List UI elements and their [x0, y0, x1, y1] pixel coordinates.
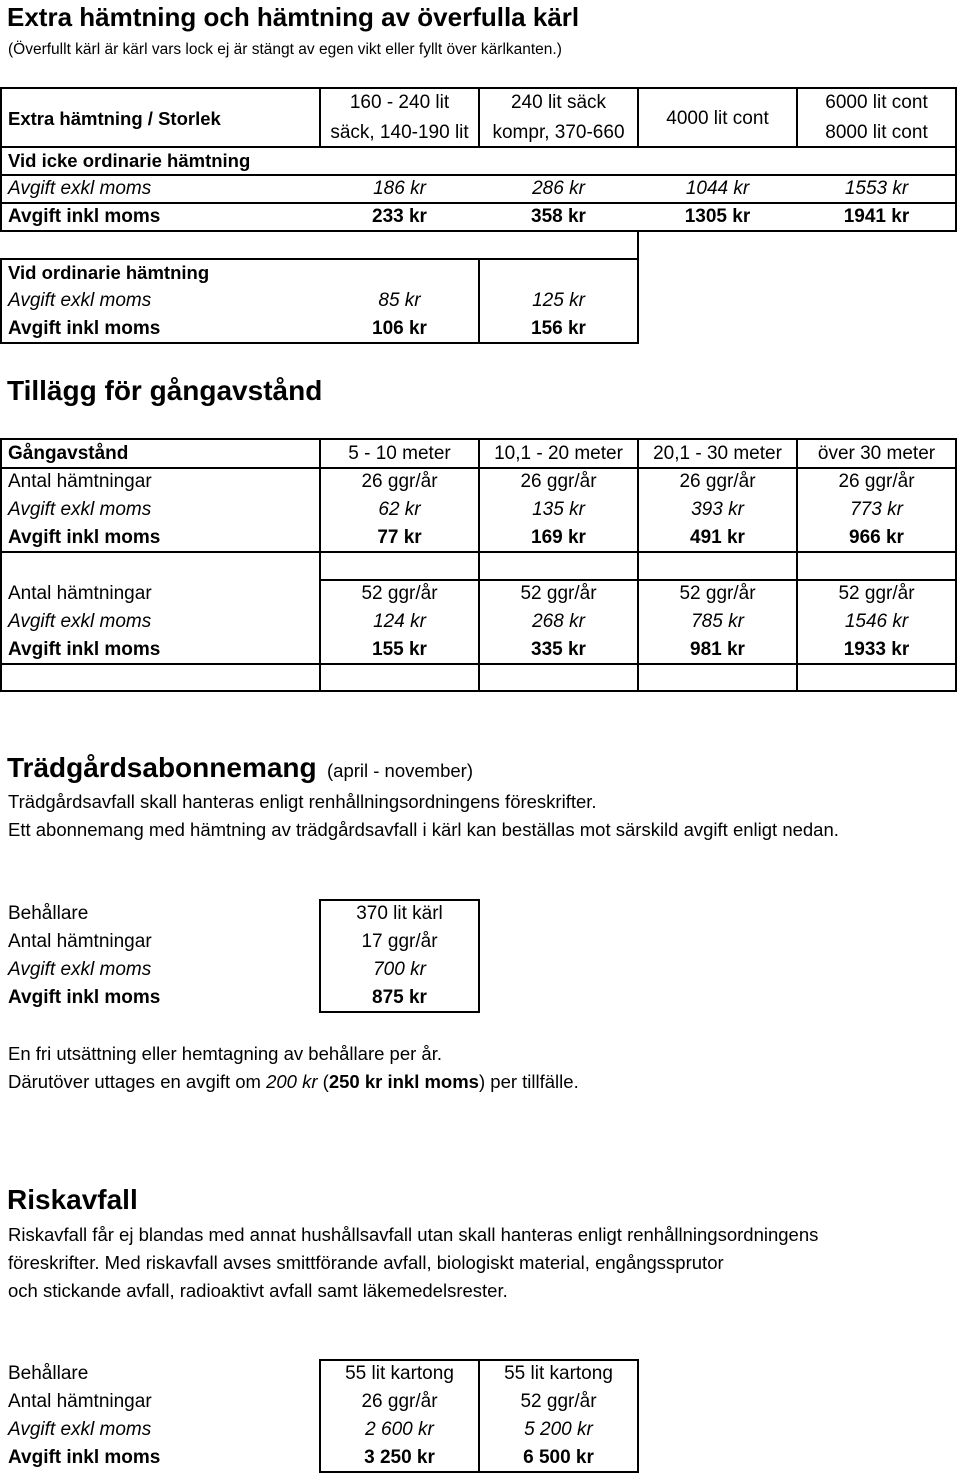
- page-subtitle: (Överfullt kärl är kärl vars lock ej är stängt av egen vikt eller fyllt över kärlkanten.): [8, 41, 562, 58]
- count-cell: 52 ggr/år: [520, 1391, 597, 1412]
- row-label-count: Antal hämtningar: [8, 471, 152, 492]
- count-cell: 26 ggr/år: [361, 1391, 438, 1412]
- count-cell: 52 ggr/år: [361, 583, 438, 604]
- price-cell: 1546 kr: [844, 611, 909, 632]
- col-header-line1: 240 lit säck: [510, 92, 607, 113]
- container-cell: 55 lit kartong: [345, 1363, 454, 1384]
- price-cell: 393 kr: [691, 499, 744, 520]
- row-label-exkl: Avgift exkl moms: [8, 959, 152, 980]
- price-cell: 5 200 kr: [524, 1419, 593, 1440]
- row-label-inkl: Avgift inkl moms: [8, 527, 161, 548]
- note-price: 200 kr: [266, 1071, 318, 1092]
- count-cell: 17 ggr/år: [361, 931, 438, 952]
- col-header-line1: 6000 lit cont: [825, 92, 928, 113]
- count-cell: 26 ggr/år: [520, 471, 597, 492]
- row-label-inkl: Avgift inkl moms: [8, 639, 161, 660]
- count-cell: 52 ggr/år: [520, 583, 597, 604]
- price-cell: 1305 kr: [684, 206, 751, 227]
- price-cell: 169 kr: [531, 527, 586, 548]
- col-header-line2: kompr, 370-660: [492, 122, 625, 143]
- price-cell: 6 500 kr: [523, 1447, 594, 1468]
- row-label-count: Antal hämtningar: [8, 1391, 152, 1412]
- hazard-paragraph: föreskrifter. Med riskavfall avses smittförande avfall, biologiskt material, engångssprutor: [8, 1252, 724, 1273]
- row-label-container: Behållare: [8, 1363, 89, 1384]
- garden-period: (april - november): [327, 760, 473, 781]
- garden-note: [8, 1071, 579, 1093]
- note-text: ) per tillfälle.: [478, 1071, 579, 1092]
- row-label-inkl: Avgift inkl moms: [8, 206, 161, 227]
- price-cell: 106 kr: [372, 318, 427, 339]
- container-cell: 370 lit kärl: [356, 903, 443, 924]
- price-cell: 981 kr: [690, 639, 745, 660]
- count-cell: 26 ggr/år: [838, 471, 915, 492]
- distance-column: 20,1 - 30 meter: [653, 443, 782, 464]
- distance-column: över 30 meter: [817, 443, 936, 464]
- hazard-heading: Riskavfall: [7, 1184, 138, 1215]
- col-header-line2: 8000 lit cont: [825, 122, 928, 143]
- row-label-exkl: Avgift exkl moms: [8, 611, 152, 632]
- note-text: (: [317, 1071, 329, 1092]
- price-cell: 268 kr: [532, 611, 585, 632]
- distance-column: 5 - 10 meter: [348, 443, 451, 464]
- row-label-inkl: Avgift inkl moms: [8, 318, 161, 339]
- price-cell: 1941 kr: [843, 206, 910, 227]
- row-label-count: Antal hämtningar: [8, 931, 152, 952]
- row-label-exkl: Avgift exkl moms: [8, 499, 152, 520]
- price-cell: 700 kr: [373, 959, 426, 980]
- garden-heading: Trädgårdsabonnemang: [7, 752, 317, 783]
- price-cell: 3 250 kr: [364, 1447, 435, 1468]
- price-cell: 1553 kr: [844, 178, 909, 199]
- non-ordinary-label: Vid icke ordinarie hämtning: [8, 150, 251, 171]
- price-cell: 1933 kr: [843, 639, 910, 660]
- container-cell: 55 lit kartong: [504, 1363, 613, 1384]
- garden-paragraph: Trädgårdsavfall skall hanteras enligt renhållningsordningens föreskrifter.: [8, 791, 597, 812]
- price-cell: 286 kr: [532, 178, 585, 199]
- price-cell: 875 kr: [372, 987, 427, 1008]
- price-cell: 124 kr: [373, 611, 426, 632]
- price-cell: 785 kr: [691, 611, 744, 632]
- ordinary-label: Vid ordinarie hämtning: [8, 262, 210, 283]
- price-cell: 85 kr: [378, 290, 421, 311]
- price-cell: 62 kr: [378, 499, 421, 520]
- hazard-paragraph: och stickande avfall, radioaktivt avfall samt läkemedelsrester.: [8, 1280, 508, 1301]
- price-cell: 335 kr: [531, 639, 586, 660]
- note-text: Därutöver uttages en avgift om: [8, 1071, 267, 1092]
- price-cell: 156 kr: [531, 318, 586, 339]
- price-cell: 358 kr: [531, 206, 586, 227]
- count-cell: 52 ggr/år: [679, 583, 756, 604]
- price-cell: 1044 kr: [685, 178, 750, 199]
- price-cell: 2 600 kr: [365, 1419, 434, 1440]
- col-header-line2: säck, 140-190 lit: [330, 122, 469, 143]
- row-label-count: Antal hämtningar: [8, 583, 152, 604]
- count-cell: 26 ggr/år: [361, 471, 438, 492]
- col-header-line1: 160 - 240 lit: [349, 92, 450, 113]
- row-label-container: Behållare: [8, 903, 89, 924]
- distance-column: 10,1 - 20 meter: [494, 443, 623, 464]
- garden-note: En fri utsättning eller hemtagning av behållare per år.: [8, 1043, 442, 1064]
- price-cell: 233 kr: [372, 206, 427, 227]
- row-label-exkl: Avgift exkl moms: [8, 178, 152, 199]
- count-cell: 52 ggr/år: [838, 583, 915, 604]
- count-cell: 26 ggr/år: [679, 471, 756, 492]
- row-label-inkl: Avgift inkl moms: [8, 987, 161, 1008]
- price-cell: 773 kr: [850, 499, 903, 520]
- price-cell: 155 kr: [372, 639, 427, 660]
- walk-heading: Tillägg för gångavstånd: [7, 375, 323, 406]
- price-cell: 966 kr: [849, 527, 904, 548]
- price-cell: 135 kr: [532, 499, 585, 520]
- price-cell: 186 kr: [373, 178, 426, 199]
- walk-header-label: Gångavstånd: [8, 443, 129, 464]
- note-price-inkl: 250 kr inkl moms: [328, 1071, 479, 1092]
- col-header-line1: 4000 lit cont: [666, 108, 769, 129]
- price-cell: 491 kr: [690, 527, 745, 548]
- page-title: Extra hämtning och hämtning av överfulla kärl: [7, 2, 580, 32]
- row-label-inkl: Avgift inkl moms: [8, 1447, 161, 1468]
- garden-paragraph: Ett abonnemang med hämtning av trädgårdsavfall i kärl kan beställas mot särskild avgift enligt nedan.: [8, 819, 839, 840]
- price-cell: 77 kr: [377, 527, 422, 548]
- hazard-paragraph: Riskavfall får ej blandas med annat hushållsavfall utan skall hanteras enligt renhållningsordningens: [8, 1224, 819, 1245]
- price-cell: 125 kr: [532, 290, 585, 311]
- extra-header-label: Extra hämtning / Storlek: [8, 108, 221, 129]
- row-label-exkl: Avgift exkl moms: [8, 1419, 152, 1440]
- row-label-exkl: Avgift exkl moms: [8, 290, 152, 311]
